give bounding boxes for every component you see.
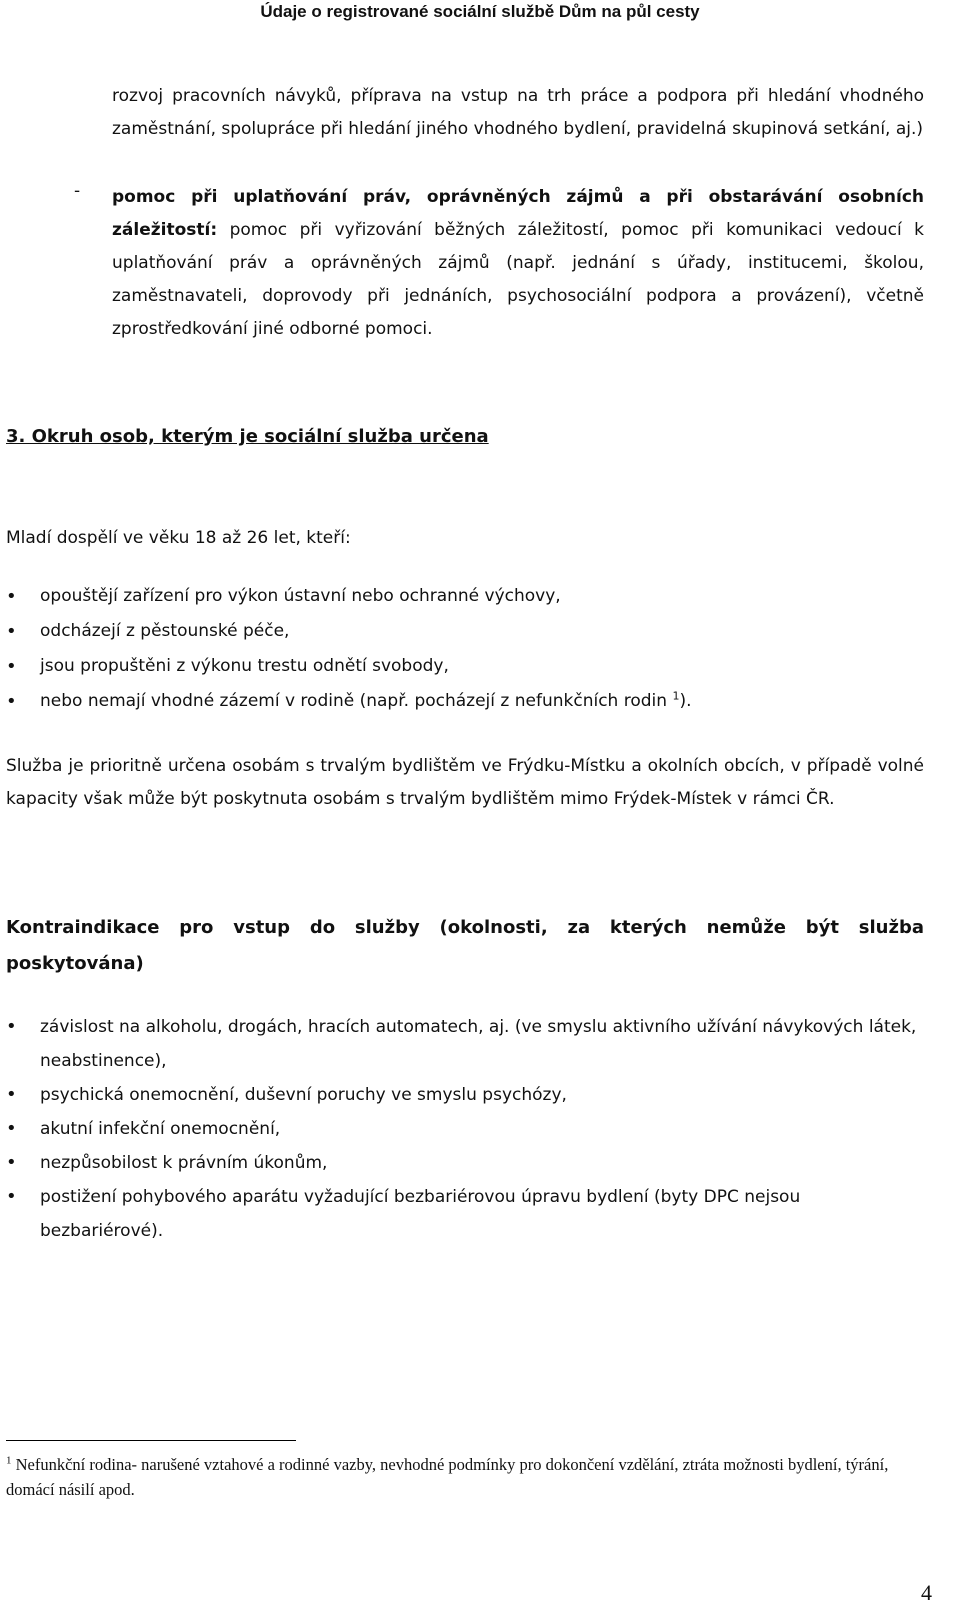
intro-continuation: rozvoj pracovních návyků, příprava na vstup na trh práce a podpora při hledání vhodného zaměstnání, spolupráce při hledání jiného vhodného bydlení, pravidelná skupinová setkání, aj.) <box>112 86 924 139</box>
list-item: • akutní infekční onemocnění, <box>6 1112 924 1146</box>
intro-item-text: pomoc při vyřizování běžných záležitostí, pomoc při komunikaci vedoucí k uplatňování práv a oprávněných zájmů (např. jednání s úřady, institucemi, školou, zaměstnavateli, doprovody při jednáních, psychosociální podpora a provázení), včetně zprostředkování jiné odborné pomoci. <box>112 220 924 339</box>
contraindications-list <box>6 1010 924 1248</box>
section-paragraph: Služba je prioritně určena osobám s trvalým bydlištěm ve Frýdku-Místku a okolních obcích, v případě volné kapacity však může být poskytnuta osobám s trvalým bydlištěm mimo Frýdek-Místek v rámci ČR. <box>6 756 924 809</box>
section-heading: 3. Okruh osob, kterým je sociální služba určena <box>6 426 489 447</box>
footnote <box>6 1452 906 1502</box>
running-header: Údaje o registrované sociální službě Dům na půl cesty <box>260 2 700 21</box>
contraindications-heading: Kontraindikace pro vstup do služby (okolnosti, za kterých nemůže být služba poskytována) <box>6 917 924 974</box>
section-lead: Mladí dospělí ve věku 18 až 26 let, kteří: <box>6 528 351 548</box>
list-item: • nezpůsobilost k právním úkonům, <box>6 1146 924 1180</box>
list-item: • nebo nemají vhodné zázemí v rodině (např. pocházejí z nefunkčních rodin $^1$). <box>6 691 924 726</box>
target-group-list <box>6 586 924 726</box>
intro-list-item <box>112 181 924 346</box>
footnote-marker: 1 <box>6 1454 12 1467</box>
footnote-text: Nefunkční rodina- narušené vztahové a rodinné vazby, nevhodné podmínky pro dokončení vzdělání, ztráta možnosti bydlení, týrání, domácí násilí apod. <box>6 1455 889 1499</box>
intro-item-bold: pomoc při uplatňování práv, oprávněných zájmů a při obstarávání osobních záležitostí: <box>112 187 924 240</box>
list-item: • postižení pohybového aparátu vyžadující bezbariérovou úpravu bydlení (byty DPC nejsou bezbariérové). <box>6 1180 924 1248</box>
footnote-ref: 1 <box>672 689 680 703</box>
page-number: 4 <box>921 1580 932 1605</box>
list-item: • jsou propuštěni z výkonu trestu odnětí svobody, <box>6 656 924 691</box>
list-item: • opouštějí zařízení pro výkon ústavní nebo ochranné výchovy, <box>6 586 924 621</box>
footnote-separator <box>6 1440 296 1441</box>
list-dash: - <box>74 181 81 201</box>
list-item: • odcházejí z pěstounské péče, <box>6 621 924 656</box>
list-item: • závislost na alkoholu, drogách, hracích automatech, aj. (ve smyslu aktivního užívání návykových látek, neabstinence), <box>6 1010 924 1078</box>
list-item: • psychická onemocnění, duševní poruchy ve smyslu psychózy, <box>6 1078 924 1112</box>
